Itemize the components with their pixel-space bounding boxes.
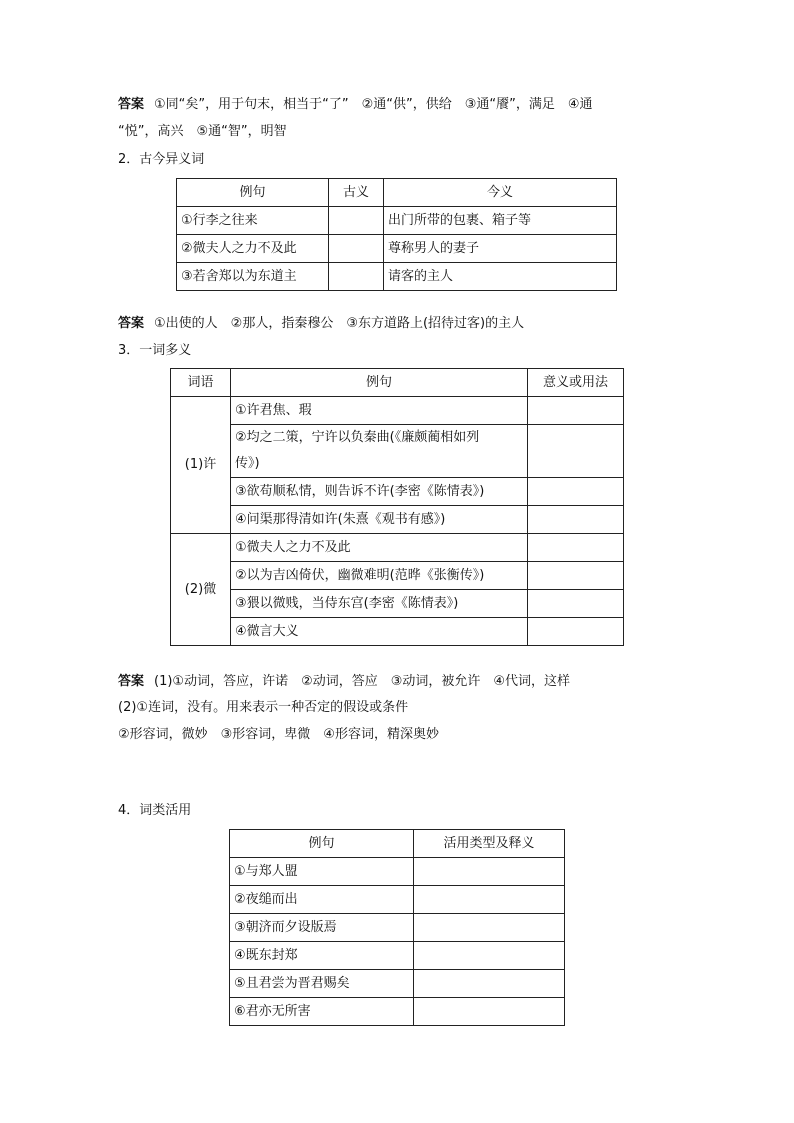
meaning-cell — [528, 506, 624, 534]
col-header-sentence: 例句 — [230, 830, 414, 858]
sentence-cell: ⑤且君尝为晋君赐矣 — [230, 970, 414, 998]
answer-text: (1)①动词，答应，许诺 ②动词，答应 ③动词，被允许 ④代词，这样 — [154, 674, 571, 689]
sentence-cell: ④微言大义 — [231, 618, 528, 646]
word-class-table — [229, 829, 565, 1026]
col-header-meaning: 意义或用法 — [528, 369, 624, 397]
meaning-cell — [528, 425, 624, 478]
meaning-cell — [528, 397, 624, 425]
table-row — [177, 235, 617, 263]
sentence-cell: ③猥以微贱，当侍东宫(李密《陈情表》) — [231, 590, 528, 618]
table-row — [171, 425, 624, 452]
meaning-cell — [528, 590, 624, 618]
table-row — [230, 886, 565, 914]
ancient-cell — [329, 207, 384, 235]
usage-cell — [414, 970, 565, 998]
ancient-cell — [329, 235, 384, 263]
modern-cell: 请客的主人 — [384, 263, 617, 291]
section-4-heading: 4．词类活用 — [118, 803, 192, 818]
table-row — [177, 207, 617, 235]
sentence-cell: ②均之二策，宁许以负秦曲(《廉颇蔺相如列 — [231, 425, 528, 452]
sentence-cell: ②微夫人之力不及此 — [177, 235, 329, 263]
sentence-cell: ③若舍郑以为东道主 — [177, 263, 329, 291]
table-row — [171, 534, 624, 562]
sentence-cell: ③欲苟顺私情，则告诉不许(李密《陈情表》) — [231, 478, 528, 506]
ancient-cell — [329, 263, 384, 291]
usage-cell — [414, 942, 565, 970]
col-header-usage: 活用类型及释义 — [414, 830, 565, 858]
table-header-row — [171, 369, 624, 397]
answer-text: ①出使的人 ②那人，指秦穆公 ③东方道路上(招待过客)的主人 — [154, 316, 525, 331]
answer-1-line-2: “悦”，高兴 ⑤通“智”，明智 — [118, 124, 287, 139]
sentence-cell: ②以为吉凶倚伏，幽微难明(范晔《张衡传》) — [231, 562, 528, 590]
sentence-cell: ④既东封郑 — [230, 942, 414, 970]
answer-label: 答案 — [118, 316, 145, 331]
col-header-word: 词语 — [171, 369, 231, 397]
table-row — [171, 478, 624, 506]
table-row — [230, 970, 565, 998]
col-header-ancient: 古义 — [329, 179, 384, 207]
sentence-cell: ①许君焦、瑕 — [231, 397, 528, 425]
meaning-cell — [528, 562, 624, 590]
answer-3-line-3: ②形容词，微妙 ③形容词，卑微 ④形容词，精深奥妙 — [118, 727, 439, 742]
table-row — [171, 618, 624, 646]
table-row — [171, 590, 624, 618]
col-header-sentence: 例句 — [177, 179, 329, 207]
answer-label: 答案 — [118, 674, 145, 689]
word-cell-xu: (1)许 — [171, 397, 231, 534]
sentence-cell-continued: 传》) — [231, 451, 528, 478]
table-row — [230, 858, 565, 886]
answer-2 — [118, 315, 524, 333]
section-2-heading: 2．古今异义词 — [118, 152, 205, 167]
answer-label: 答案 — [118, 97, 145, 112]
usage-cell — [414, 998, 565, 1026]
table-header-row — [230, 830, 565, 858]
answer-1-line-1 — [118, 96, 593, 114]
ancient-modern-table — [176, 178, 617, 291]
table-row — [230, 914, 565, 942]
modern-cell: 出门所带的包裹、箱子等 — [384, 207, 617, 235]
table-header-row — [177, 179, 617, 207]
modern-cell: 尊称男人的妻子 — [384, 235, 617, 263]
sentence-cell: ③朝济而夕设版焉 — [230, 914, 414, 942]
table-row — [171, 562, 624, 590]
table-row — [171, 506, 624, 534]
meaning-cell — [528, 534, 624, 562]
answer-text: ①同“矣”，用于句末，相当于“了” ②通“供”，供给 ③通“餍”，满足 ④通 — [154, 97, 593, 112]
table-row — [171, 397, 624, 425]
table-row — [230, 942, 565, 970]
word-cell-wei: (2)微 — [171, 534, 231, 646]
answer-3-line-1 — [118, 673, 570, 691]
sentence-cell: ④问渠那得清如许(朱熹《观书有感》) — [231, 506, 528, 534]
answer-3-line-2: (2)①连词，没有。用来表示一种否定的假设或条件 — [118, 700, 409, 715]
polysemy-table — [170, 368, 624, 646]
col-header-sentence: 例句 — [231, 369, 528, 397]
sentence-cell: ①微夫人之力不及此 — [231, 534, 528, 562]
meaning-cell — [528, 618, 624, 646]
table-row — [230, 998, 565, 1026]
sentence-cell: ①与郑人盟 — [230, 858, 414, 886]
usage-cell — [414, 858, 565, 886]
usage-cell — [414, 886, 565, 914]
sentence-cell: ①行李之往来 — [177, 207, 329, 235]
col-header-modern: 今义 — [384, 179, 617, 207]
section-3-heading: 3．一词多义 — [118, 343, 192, 358]
sentence-cell: ②夜缒而出 — [230, 886, 414, 914]
table-row — [177, 263, 617, 291]
usage-cell — [414, 914, 565, 942]
sentence-cell: ⑥君亦无所害 — [230, 998, 414, 1026]
meaning-cell — [528, 478, 624, 506]
